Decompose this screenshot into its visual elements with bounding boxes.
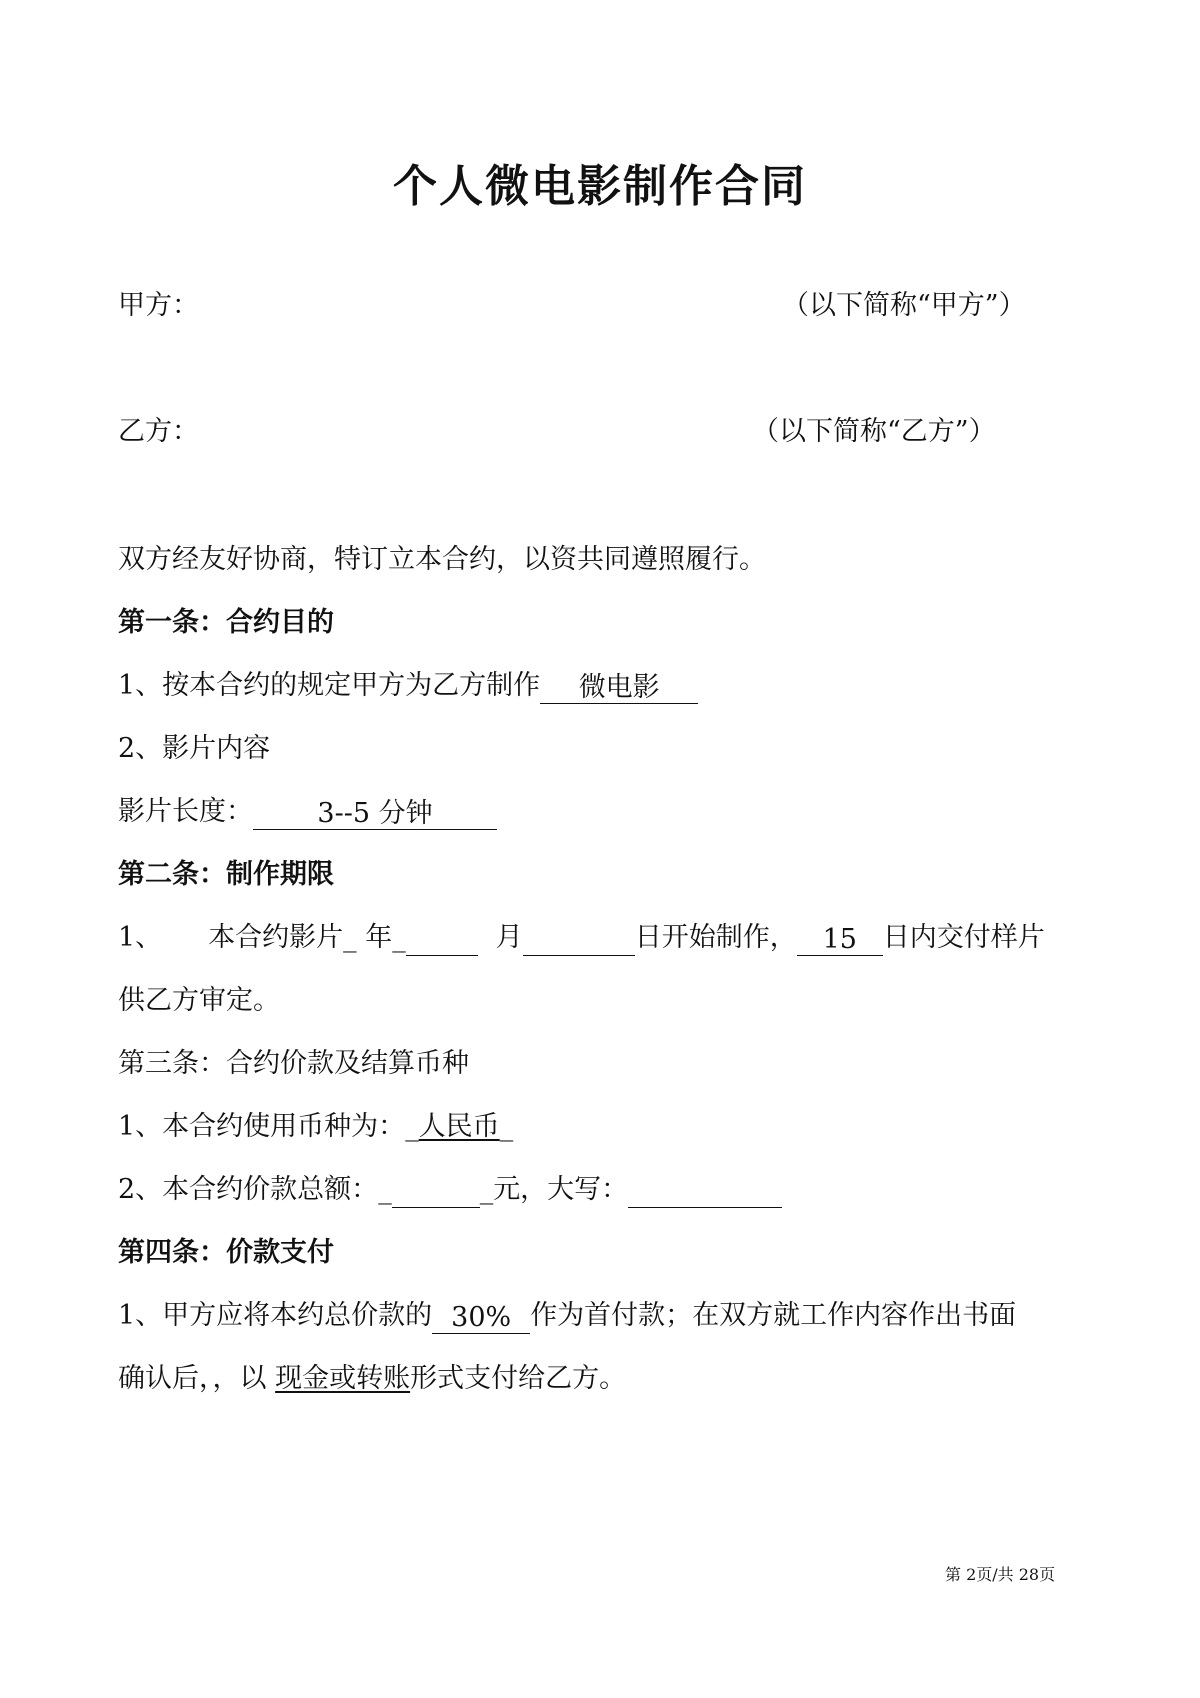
currency-underscore-right: _ (499, 1111, 514, 1142)
article-2-continuation: 供乙方审定。 (118, 985, 280, 1016)
article-4-continuation (118, 1361, 626, 1397)
party-a-label: 甲方： (118, 290, 199, 321)
article-4-item-1 (118, 1298, 1016, 1334)
article-2-heading: 第二条：制作期限 (118, 859, 334, 890)
year-text: 年_ (365, 922, 406, 953)
month-blank (406, 955, 478, 956)
payment-text-4: 形式支付给乙方。 (410, 1363, 627, 1394)
payment-method-value: 现金或转账 (275, 1363, 411, 1394)
party-b-line (118, 414, 199, 450)
day-blank (523, 955, 635, 956)
amount-unit: 元，大写： (493, 1174, 629, 1205)
currency-underscore-left: _ (405, 1111, 419, 1142)
article-1-item-1 (118, 668, 698, 704)
article-2-item-1 (118, 920, 1045, 956)
currency-label: 1、本合约使用币种为： (118, 1111, 406, 1142)
film-type-value: 微电影 (540, 673, 698, 704)
currency-value: 人民币 (418, 1111, 500, 1142)
start-text: 日开始制作， (634, 922, 797, 953)
article-3-heading: 第三条：合约价款及结算币种 (118, 1048, 469, 1079)
delivery-days-value: 15 (797, 925, 883, 956)
amount-words-blank (628, 1207, 782, 1208)
party-b-label: 乙方： (118, 416, 199, 447)
film-length-value: 3--5 分钟 (253, 799, 497, 830)
period-text-1: 本合约影片_ (208, 922, 357, 953)
party-a-note: （以下简称“甲方”） (782, 290, 1026, 321)
film-length-line (118, 794, 497, 830)
intro-text: 双方经友好协商，特订立本合约，以资共同遵照履行。 (118, 544, 766, 575)
article-1-item-2: 2、影片内容 (118, 733, 271, 764)
article-1-heading: 第一条：合约目的 (118, 607, 334, 638)
amount-blank (392, 1207, 480, 1208)
amount-underscore-right: _ (479, 1174, 494, 1205)
delivery-text: 日内交付样片 (882, 922, 1045, 953)
page-number: 第 2页/共 28页 (945, 1565, 1056, 1584)
amount-label: 2、本合约价款总额： (118, 1174, 379, 1205)
article-4-heading: 第四条：价款支付 (118, 1237, 334, 1268)
item-number: 1、 (118, 922, 163, 953)
film-length-label: 影片长度： (118, 796, 253, 827)
document-title: 个人微电影制作合同 (393, 161, 807, 212)
currency-line (118, 1109, 513, 1145)
item-1-text: 1、按本合约的规定甲方为乙方制作 (118, 670, 541, 701)
amount-line (118, 1172, 782, 1208)
month-text: 月 (495, 922, 523, 953)
payment-text-1: 1、甲方应将本约总价款的 (118, 1300, 433, 1331)
payment-text-2: 作为首付款；在双方就工作内容作出书面 (530, 1300, 1017, 1331)
party-b-note: （以下简称“乙方”） (752, 416, 996, 447)
amount-underscore-left: _ (378, 1174, 392, 1205)
down-payment-percent: 30% (432, 1303, 530, 1334)
payment-text-3: 确认后，，以 (118, 1363, 267, 1394)
party-a-line (118, 288, 199, 324)
